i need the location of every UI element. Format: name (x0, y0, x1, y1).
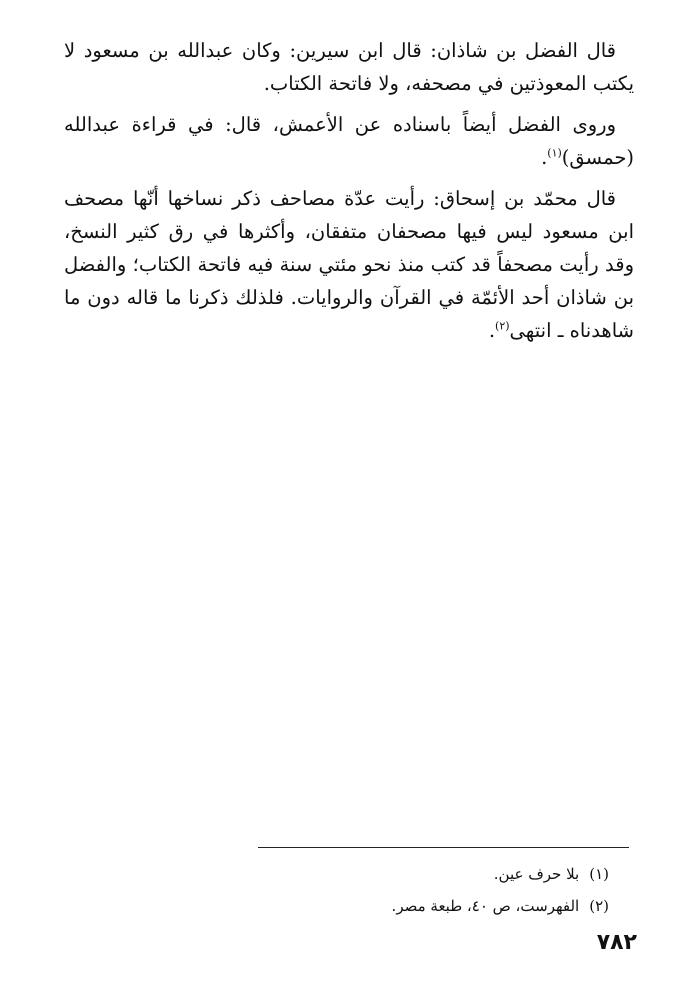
main-text (64, 34, 634, 355)
footnote-2-text: الفهرست، ص ٤٠، طبعة مصر. (391, 897, 580, 915)
footnote-1-number: (١) (589, 865, 609, 883)
paragraph-3 (64, 182, 634, 347)
paragraph-3-tail: . (488, 319, 496, 342)
paragraph-3-text: قال محمّد بن إسحاق: رأيت عدّة مصاحف ذكر نساخها أنّها مصحف ابن مسعود ليس فيها مصحفان متفقان، وأكثرها في رق كثير النسخ، وقد رأيت مصحفاً قد كتب منذ نحو مئتي سنة فيه فاتحة الكتاب؛ والفضل بن شاذان أحد الأئمّة في القرآن والروايات. فلذلك ذكرنا ما قاله دون ما شاهدناه ـ انتهى (64, 187, 634, 342)
footnote-2 (260, 890, 609, 922)
paragraph-2 (64, 108, 634, 174)
footnote-1 (260, 858, 609, 890)
footnote-ref-2: (٢) (495, 319, 510, 333)
page-number: ٧٨٢ (596, 930, 637, 955)
paragraph-2-tail: . (541, 146, 548, 169)
footnote-ref-1: (١) (547, 146, 562, 160)
paragraph-1 (64, 34, 634, 100)
paragraph-1-text: قال الفضل بن شاذان: قال ابن سيرين: وكان عبدالله بن مسعود لا يكتب المعوذتين في مصحفه، ولا فاتحة الكتاب. (64, 39, 634, 95)
footnote-2-number: (٢) (589, 897, 609, 915)
footnotes (260, 858, 609, 922)
footnote-1-text: بلا حرف عين. (493, 865, 580, 883)
footnote-divider (258, 847, 629, 848)
paragraph-2-text: وروى الفضل أيضاً باسناده عن الأعمش، قال: في قراءة عبدالله (حمسق) (64, 113, 634, 169)
